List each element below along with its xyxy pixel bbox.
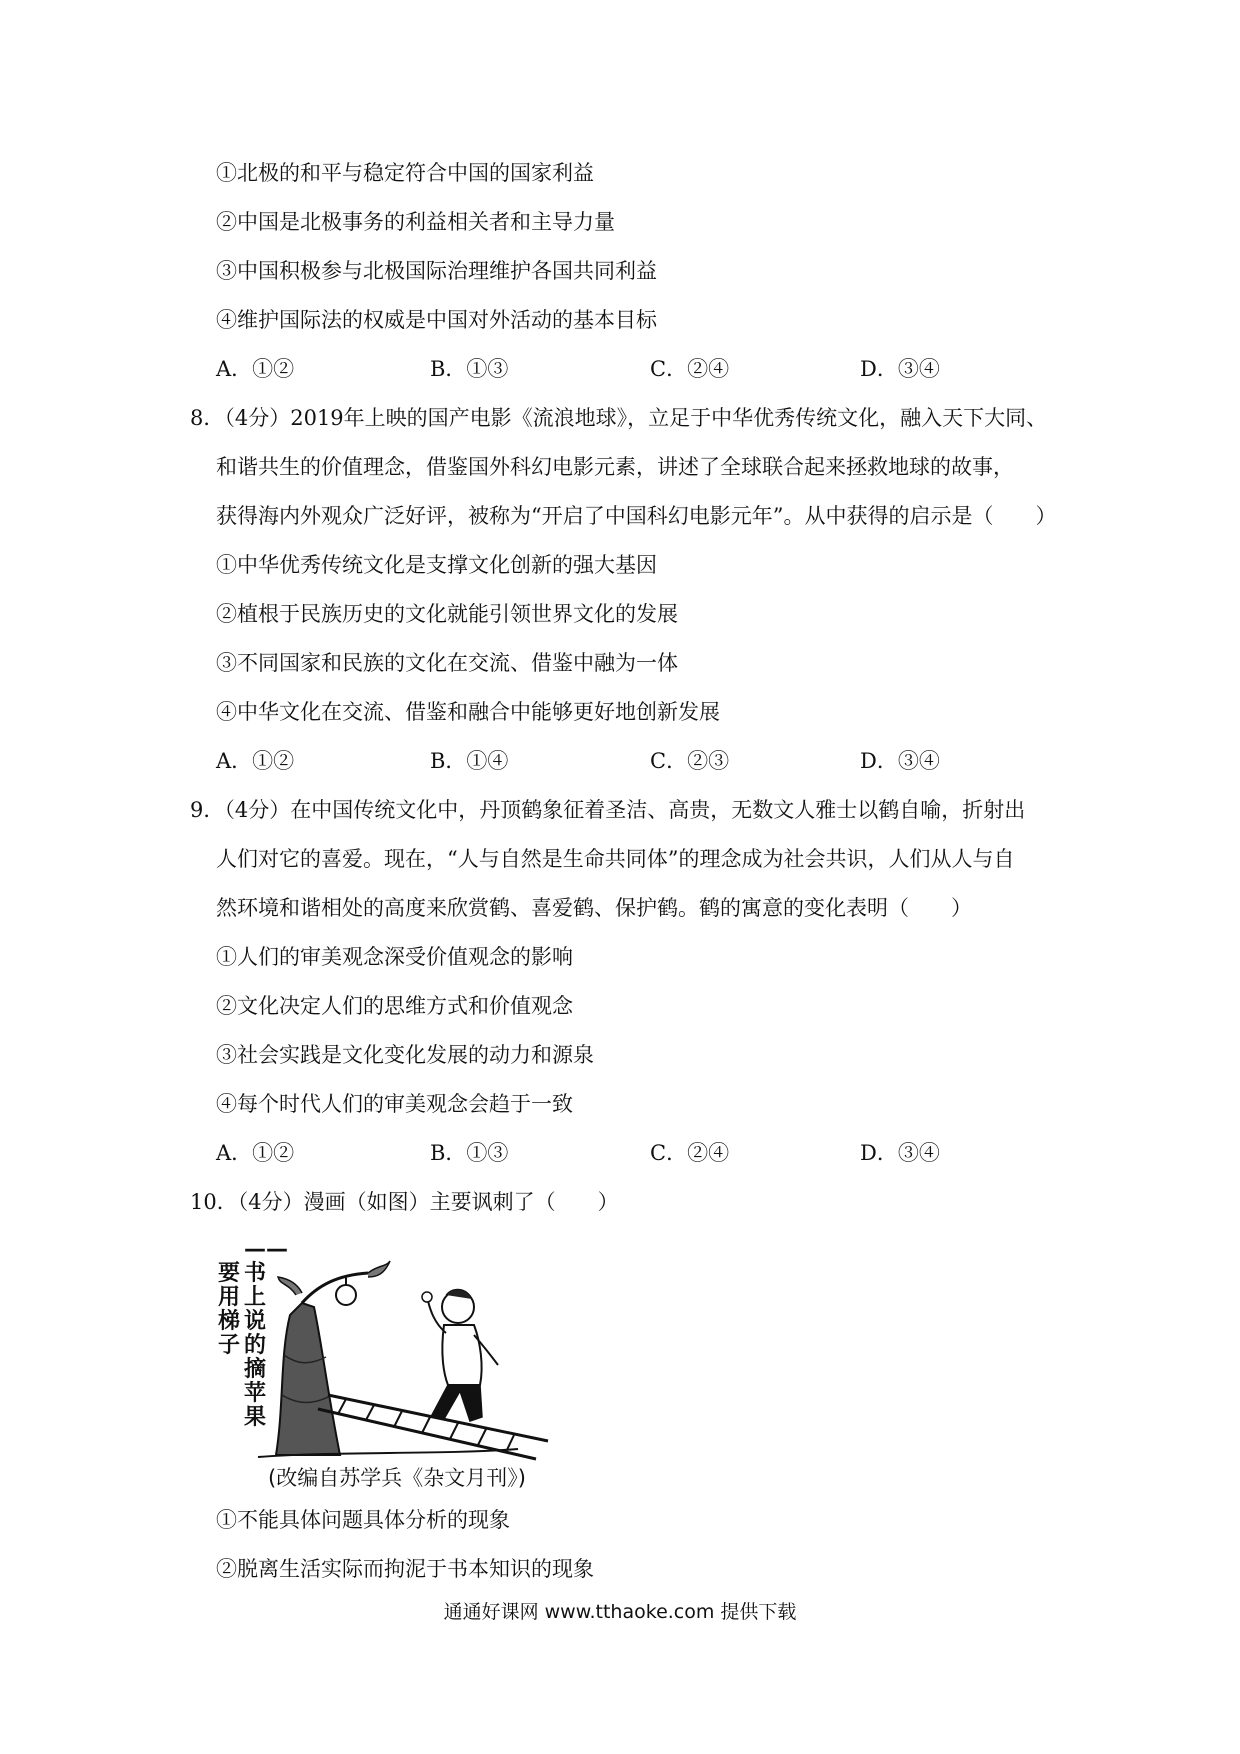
q7-item-4: ④维护国际法的权威是中国对外活动的基本目标 <box>216 308 657 332</box>
q8-option-d: D．③④ <box>860 749 940 773</box>
q7-option-b: B．①③ <box>430 357 509 381</box>
q9-item-3: ③社会实践是文化变化发展的动力和源泉 <box>216 1043 594 1067</box>
q9-stem-line-3: 然环境和谐相处的高度来欣赏鹤、喜爱鹤、保护鹤。鹤的寓意的变化表明（ ） <box>216 896 972 920</box>
q7-item-3: ③中国积极参与北极国际治理维护各国共同利益 <box>216 259 657 283</box>
q7-option-c: C．②④ <box>650 357 730 381</box>
q8-item-3: ③不同国家和民族的文化在交流、借鉴中融为一体 <box>216 651 678 675</box>
cartoon-caption: (改编自苏学兵《杂文月刊》) <box>268 1466 526 1490</box>
cartoon-text-right: ——书上说的摘苹果 <box>244 1237 288 1430</box>
q7-item-2: ②中国是北极事务的利益相关者和主导力量 <box>216 210 615 234</box>
q7-option-d: D．③④ <box>860 357 940 381</box>
q9-option-b: B．①③ <box>430 1141 509 1165</box>
q7-item-1: ①北极的和平与稳定符合中国的国家利益 <box>216 161 594 185</box>
q9-item-4: ④每个时代人们的审美观念会趋于一致 <box>216 1092 573 1116</box>
q8-option-a: A．①② <box>216 749 295 773</box>
q10-stem: 10．（4分）漫画（如图）主要讽刺了（ ） <box>190 1190 619 1214</box>
q9-item-2: ②文化决定人们的思维方式和价值观念 <box>216 994 573 1018</box>
q7-option-a: A．①② <box>216 357 295 381</box>
q8-item-1: ①中华优秀传统文化是支撑文化创新的强大基因 <box>216 553 657 577</box>
q8-item-4: ④中华文化在交流、借鉴和融合中能够更好地创新发展 <box>216 700 720 724</box>
q8-stem-line-3: 获得海内外观众广泛好评，被称为“开启了中国科幻电影元年”。从中获得的启示是（ ） <box>216 504 1057 528</box>
q9-stem-line-2: 人们对它的喜爱。现在，“人与自然是生命共同体”的理念成为社会共识，人们从人与自 <box>216 847 1015 871</box>
q8-option-c: C．②③ <box>650 749 730 773</box>
q9-option-c: C．②④ <box>650 1141 730 1165</box>
q9-option-a: A．①② <box>216 1141 295 1165</box>
q8-stem-line-2: 和谐共生的价值理念，借鉴国外科幻电影元素，讲述了全球联合起来拯救地球的故事， <box>216 455 1014 479</box>
page-footer: 通通好课网 www.tthaoke.com 提供下载 <box>443 1601 797 1623</box>
q10-item-2: ②脱离生活实际而拘泥于书本知识的现象 <box>216 1557 594 1581</box>
q10-item-1: ①不能具体问题具体分析的现象 <box>216 1508 510 1532</box>
cartoon-text-left: 要用梯子 <box>218 1261 241 1358</box>
cartoon-ladder-apple <box>218 1245 580 1475</box>
q9-stem-line-1: 9．（4分）在中国传统文化中，丹顶鹤象征着圣洁、高贵，无数文人雅士以鹤自喻，折射出 <box>190 798 1026 822</box>
q8-option-b: B．①④ <box>430 749 509 773</box>
q8-stem-line-1: 8．（4分）2019年上映的国产电影《流浪地球》，立足于中华优秀传统文化，融入天下大同、 <box>190 406 1048 430</box>
q9-item-1: ①人们的审美观念深受价值观念的影响 <box>216 945 573 969</box>
q9-option-d: D．③④ <box>860 1141 940 1165</box>
q8-item-2: ②植根于民族历史的文化就能引领世界文化的发展 <box>216 602 678 626</box>
